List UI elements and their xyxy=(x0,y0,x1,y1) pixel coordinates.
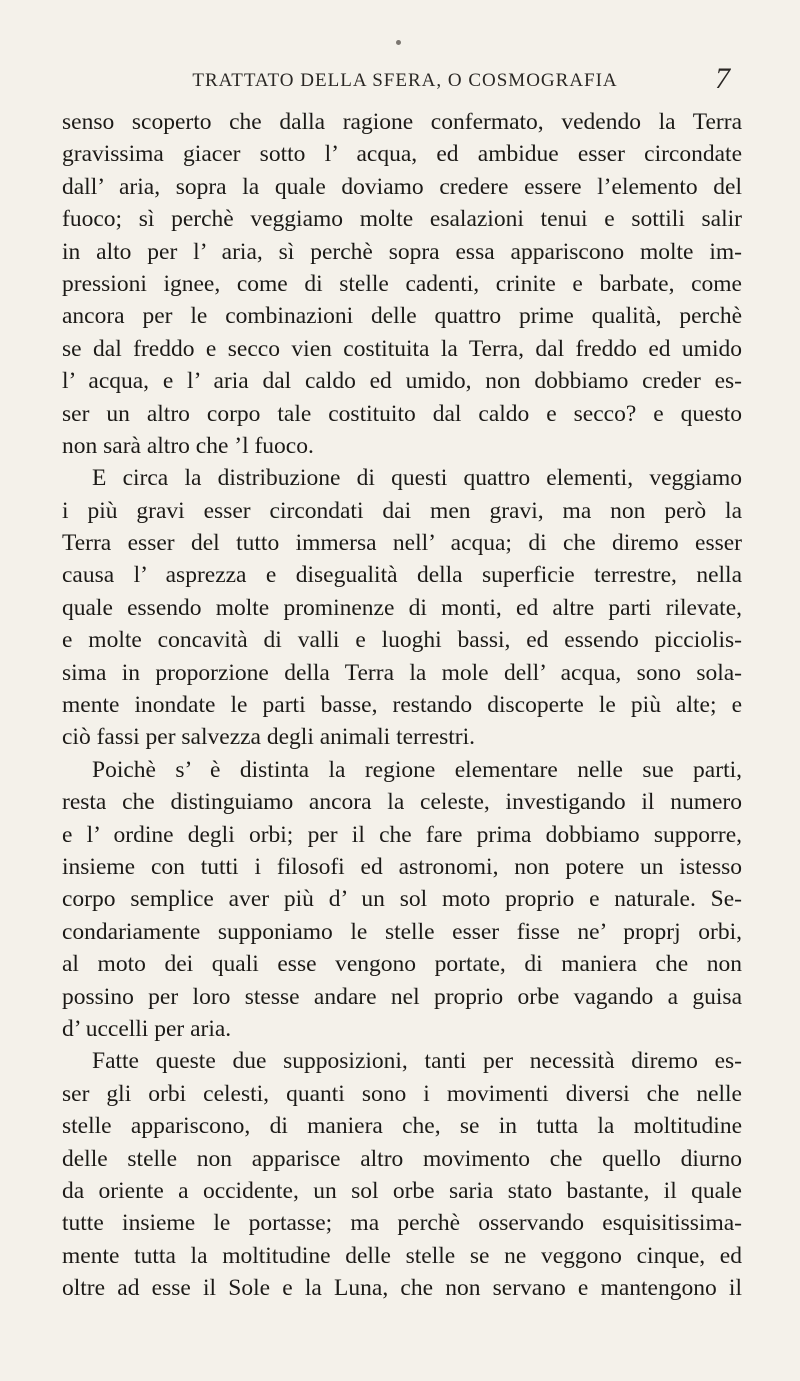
text-line: sima in proporzione della Terra la mole dell’ acqua, sono sola- xyxy=(62,659,742,686)
text-line: senso scoperto che dalla ragione confermato, vedendo la Terra xyxy=(62,109,742,135)
text-line: fuoco; sì perchè veggiamo molte esalazioni tenui e sottili salir xyxy=(62,206,742,233)
text-line: Fatte queste due supposizioni, tanti per necessità diremo es- xyxy=(92,1048,742,1075)
text-line: ser gli orbi celesti, quanti sono i movimenti diversi che nelle xyxy=(62,1080,742,1107)
text-line: e molte concavità di valli e luoghi bassi, ed essendo picciolis- xyxy=(62,627,742,654)
text-line: E circa la distribuzione di questi quattro elementi, veggiamo xyxy=(92,465,742,492)
text-line: delle stelle non apparisce altro movimento che quello diurno xyxy=(62,1145,742,1172)
page-header xyxy=(80,62,730,95)
text-line: insieme con tutti i filosofi ed astronomi, non potere un istesso xyxy=(62,853,742,880)
text-line: resta che distinguiamo ancora la celeste, investigando il numero xyxy=(62,789,742,816)
text-line: da oriente a occidente, un sol orbe saria stato bastante, il quale xyxy=(62,1177,742,1204)
text-line: gravissima giacer sotto l’ acqua, ed ambidue esser circondate xyxy=(62,141,742,168)
text-line: al moto dei quali esse vengono portate, di maniera che non xyxy=(62,951,742,978)
text-line: ser un altro corpo tale costituito dal caldo e secco? e questo xyxy=(62,400,742,427)
text-line: ancora per le combinazioni delle quattro prime qualità, perchè xyxy=(62,303,742,330)
text-line: oltre ad esse il Sole e la Luna, che non servano e mantengono il xyxy=(62,1275,742,1302)
text-line: tutte insieme le portasse; ma perchè osservando esquisitissima- xyxy=(62,1210,742,1237)
text-line: condariamente supponiamo le stelle esser fisse ne’ proprj orbi, xyxy=(62,918,742,945)
text-line: dall’ aria, sopra la quale doviamo credere essere l’elemento del xyxy=(62,173,742,200)
text-line: ciò fassi per salvezza degli animali terrestri. xyxy=(62,724,476,751)
page-number: 7 xyxy=(715,62,730,95)
text-line: Terra esser del tutto immersa nell’ acqua; di che diremo esser xyxy=(62,530,742,557)
text-line: Poichè s’ è distinta la regione elementare nelle sue parti, xyxy=(92,756,742,783)
text-line: mente tutta la moltitudine delle stelle se ne veggono cinque, ed xyxy=(62,1242,742,1269)
print-dot xyxy=(396,40,401,45)
text-line: stelle appariscono, di maniera che, se in tutta la moltitudine xyxy=(62,1113,742,1140)
text-line: causa l’ asprezza e disegualità della superficie terrestre, nella xyxy=(62,562,742,589)
text-line: e l’ ordine degli orbi; per il che fare prima dobbiamo supporre, xyxy=(62,821,742,848)
text-line: quale essendo molte prominenze di monti, ed altre parti rilevate, xyxy=(62,594,742,621)
text-line: i più gravi esser circondati dai men gravi, ma non però la xyxy=(62,497,742,524)
body-text xyxy=(62,106,742,1304)
text-line: non sarà altro che ’l fuoco. xyxy=(62,432,314,459)
running-title: TRATTATO DELLA SFERA, O COSMOGRAFIA xyxy=(192,70,618,91)
text-line: l’ acqua, e l’ aria dal caldo ed umido, non dobbiamo creder es- xyxy=(62,368,742,395)
text-line: d’ uccelli per aria. xyxy=(62,1015,232,1042)
text-line: pressioni ignee, come di stelle cadenti, crinite e barbate, come xyxy=(62,270,742,297)
text-line: mente inondate le parti basse, restando discoperte le più alte; e xyxy=(62,692,742,719)
text-line: in alto per l’ aria, sì perchè sopra essa appariscono molte im- xyxy=(62,238,742,265)
text-line: se dal freddo e secco vien costituita la Terra, dal freddo ed umido xyxy=(62,335,742,362)
text-line: corpo semplice aver più d’ un sol moto proprio e naturale. Se- xyxy=(62,886,742,913)
text-line: possino per loro stesse andare nel proprio orbe vagando a guisa xyxy=(62,983,742,1010)
